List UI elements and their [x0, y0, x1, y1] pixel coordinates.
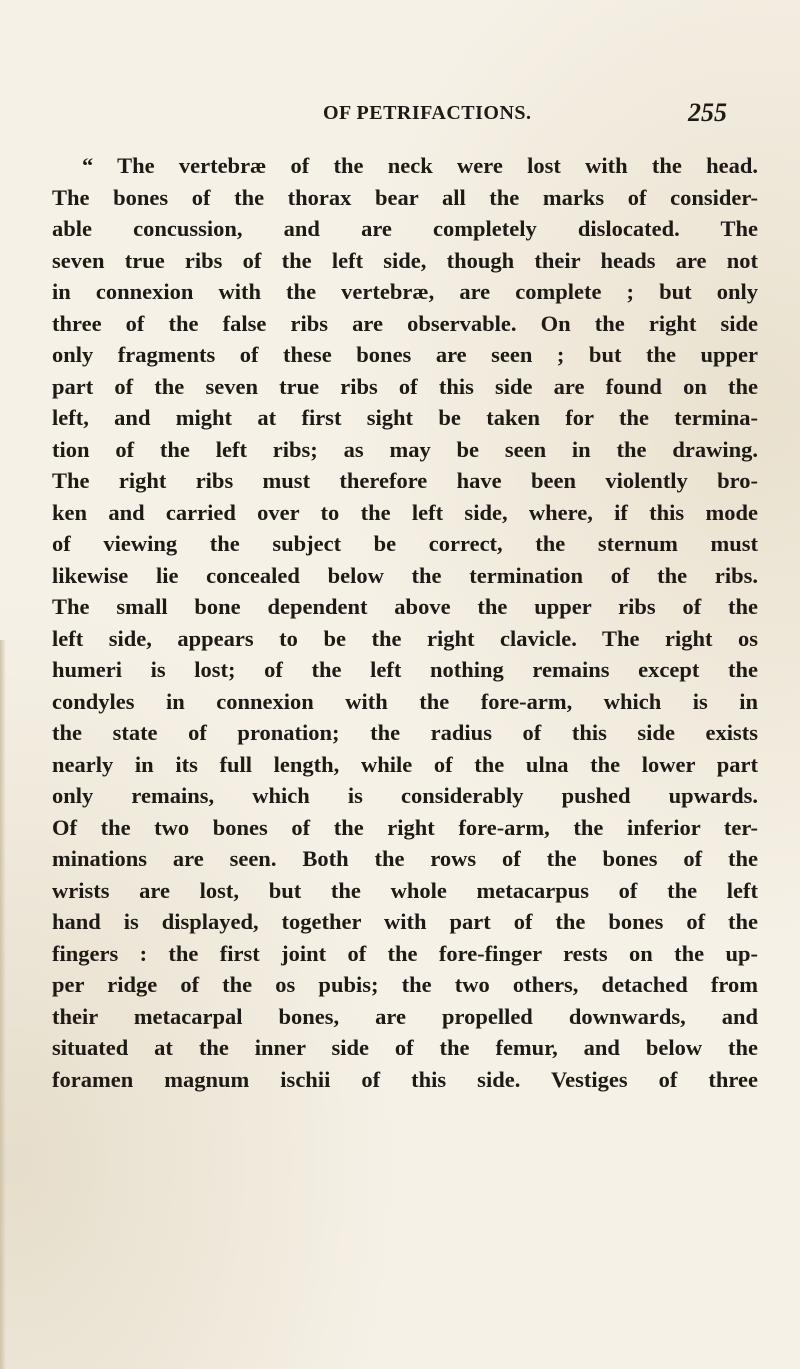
text-line: wrists are lost, but the whole metacarpus of the left: [52, 877, 758, 903]
text-line: only remains, which is considerably pushed upwards.: [52, 783, 758, 808]
text-line: likewise lie concealed below the termination of the ribs.: [52, 562, 758, 588]
text-line: fingers : the first joint of the fore-finger rests on the up-: [52, 940, 758, 966]
text-line: in connexion with the vertebræ, are complete ; but only: [52, 279, 758, 304]
text-line: left, and might at first sight be taken for the termina-: [52, 405, 758, 430]
text-line: three of the false ribs are observable. On the right side: [52, 310, 758, 336]
text-line: their metacarpal bones, are propelled downwards, and: [52, 1003, 758, 1029]
text-line: The right ribs must therefore have been violently bro-: [52, 468, 758, 493]
text-line: The small bone dependent above the upper ribs of the: [52, 594, 758, 619]
text-line: situated at the inner side of the femur, and below the: [52, 1035, 758, 1060]
text-line: condyles in connexion with the fore-arm, which is in: [52, 688, 758, 714]
text-line: foramen magnum ischii of this side. Vestiges of three: [52, 1066, 758, 1092]
text-line: only fragments of these bones are seen ; but the upper: [52, 342, 758, 367]
text-line: seven true ribs of the left side, though their heads are not: [52, 247, 758, 273]
text-line: humeri is lost; of the left nothing remains except the: [52, 657, 758, 682]
running-head: [0, 98, 800, 138]
text-line: the state of pronation; the radius of this side exists: [52, 720, 758, 745]
text-line: “ The vertebræ of the neck were lost with the head.: [82, 153, 758, 178]
text-line: part of the seven true ribs of this side are found on the: [52, 373, 758, 399]
running-title: OF PETRIFACTIONS.: [323, 102, 532, 124]
text-line: hand is displayed, together with part of the bones of the: [52, 909, 758, 934]
text-line: of viewing the subject be correct, the sternum must: [52, 531, 758, 556]
text-line: ken and carried over to the left side, where, if this mode: [52, 499, 758, 525]
text-line: tion of the left ribs; as may be seen in the drawing.: [52, 436, 758, 462]
text-line: left side, appears to be the right clavicle. The right os: [52, 625, 758, 651]
text-line: able concussion, and are completely dislocated. The: [52, 216, 758, 241]
page-number: 255: [688, 98, 727, 127]
text-line: nearly in its full length, while of the ulna the lower part: [52, 751, 758, 777]
page-edge-shadow: [0, 640, 6, 1369]
text-line: per ridge of the os pubis; the two others, detached from: [52, 972, 758, 997]
text-line: minations are seen. Both the rows of the bones of the: [52, 846, 758, 871]
text-line: The bones of the thorax bear all the marks of consider-: [52, 184, 758, 210]
body-text: [52, 150, 758, 1095]
text-line: Of the two bones of the right fore-arm, the inferior ter-: [52, 814, 758, 840]
